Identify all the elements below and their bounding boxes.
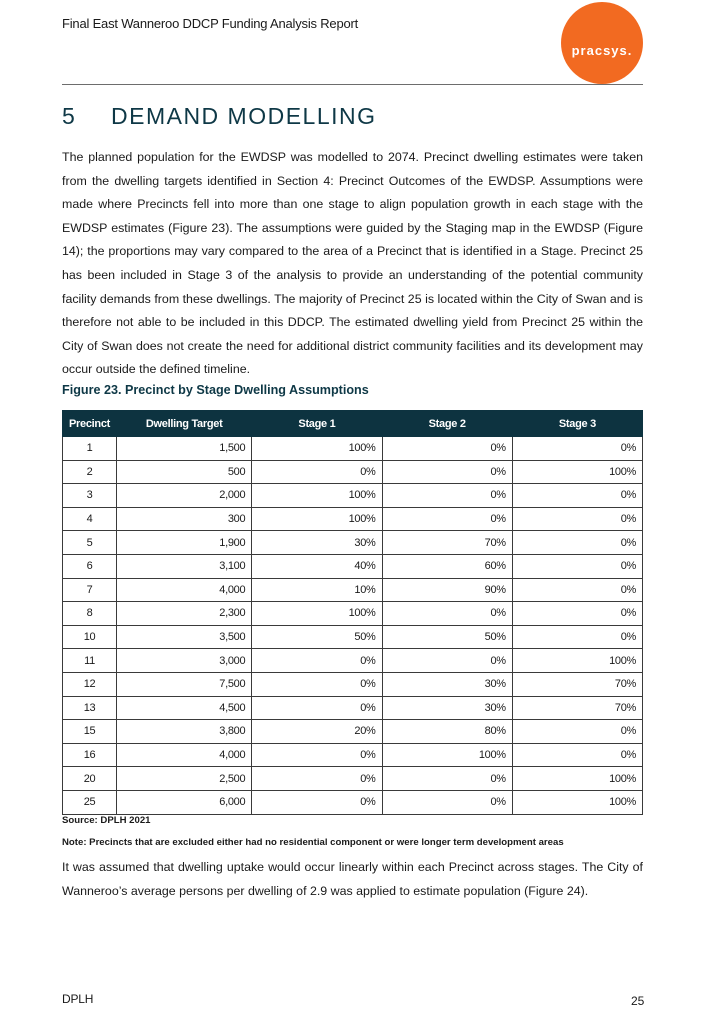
table-cell: 7,500 bbox=[117, 672, 252, 696]
figure-caption: Figure 23. Precinct by Stage Dwelling Assumptions bbox=[62, 383, 369, 397]
table-note: Note: Precincts that are excluded either had no residential component or were longer term development areas bbox=[62, 837, 564, 848]
table-cell: 10% bbox=[252, 578, 382, 602]
table-cell: 0% bbox=[512, 602, 642, 626]
table-cell: 7 bbox=[63, 578, 117, 602]
table-cell: 4,500 bbox=[117, 696, 252, 720]
table-cell: 0% bbox=[512, 484, 642, 508]
page-number: 25 bbox=[631, 994, 645, 1008]
table-cell: 2,300 bbox=[117, 602, 252, 626]
table-row bbox=[63, 554, 643, 578]
table-cell: 70% bbox=[512, 672, 642, 696]
table-cell: 20% bbox=[252, 720, 382, 744]
table-cell: 6 bbox=[63, 554, 117, 578]
table-cell: 0% bbox=[512, 554, 642, 578]
table-cell: 8 bbox=[63, 602, 117, 626]
table-cell: 4,000 bbox=[117, 743, 252, 767]
table-cell: 15 bbox=[63, 720, 117, 744]
table-cell: 0% bbox=[252, 790, 382, 814]
table-cell: 30% bbox=[252, 531, 382, 555]
table-cell: 4 bbox=[63, 507, 117, 531]
table-cell: 6,000 bbox=[117, 790, 252, 814]
table-cell: 1,500 bbox=[117, 437, 252, 461]
table-row bbox=[63, 790, 643, 814]
table-cell: 3,100 bbox=[117, 554, 252, 578]
section-number: 5 bbox=[62, 103, 77, 129]
table-cell: 30% bbox=[382, 672, 512, 696]
table-row bbox=[63, 696, 643, 720]
table-cell: 3 bbox=[63, 484, 117, 508]
table-source: Source: DPLH 2021 bbox=[62, 815, 151, 826]
table-cell: 0% bbox=[382, 484, 512, 508]
table-cell: 50% bbox=[252, 625, 382, 649]
table-cell: 100% bbox=[512, 649, 642, 673]
table-cell: 100% bbox=[512, 767, 642, 791]
table-cell: 0% bbox=[382, 507, 512, 531]
table-cell: 1,900 bbox=[117, 531, 252, 555]
table-cell: 2,500 bbox=[117, 767, 252, 791]
column-header: Stage 2 bbox=[382, 411, 512, 437]
table-cell: 0% bbox=[512, 625, 642, 649]
table-cell: 60% bbox=[382, 554, 512, 578]
table-row bbox=[63, 625, 643, 649]
dwelling-assumptions-table bbox=[62, 410, 643, 815]
table-cell: 0% bbox=[252, 649, 382, 673]
table-cell: 70% bbox=[382, 531, 512, 555]
footer-label: DPLH bbox=[62, 992, 94, 1006]
table-cell: 100% bbox=[512, 790, 642, 814]
table-row bbox=[63, 602, 643, 626]
table-cell: 100% bbox=[252, 437, 382, 461]
table-cell: 50% bbox=[382, 625, 512, 649]
table-cell: 10 bbox=[63, 625, 117, 649]
logo-text: pracsys. bbox=[571, 42, 633, 58]
table-cell: 300 bbox=[117, 507, 252, 531]
table-cell: 0% bbox=[512, 578, 642, 602]
table-cell: 0% bbox=[382, 649, 512, 673]
table-cell: 20 bbox=[63, 767, 117, 791]
table-cell: 30% bbox=[382, 696, 512, 720]
table-cell: 4,000 bbox=[117, 578, 252, 602]
table-cell: 0% bbox=[512, 531, 642, 555]
document-title: Final East Wanneroo DDCP Funding Analysis Report bbox=[62, 16, 359, 31]
table-body bbox=[63, 437, 643, 815]
table-row bbox=[63, 578, 643, 602]
table-cell: 0% bbox=[252, 460, 382, 484]
table-cell: 0% bbox=[382, 437, 512, 461]
table-row bbox=[63, 767, 643, 791]
table-row bbox=[63, 507, 643, 531]
table-cell: 1 bbox=[63, 437, 117, 461]
table-header-row bbox=[63, 411, 643, 437]
table-cell: 500 bbox=[117, 460, 252, 484]
column-header: Precinct bbox=[63, 411, 117, 437]
table-row bbox=[63, 484, 643, 508]
table-cell: 80% bbox=[382, 720, 512, 744]
table-cell: 0% bbox=[252, 672, 382, 696]
header-divider bbox=[62, 84, 643, 85]
section-title: DEMAND MODELLING bbox=[111, 103, 377, 129]
table-cell: 0% bbox=[382, 790, 512, 814]
table-row bbox=[63, 460, 643, 484]
table-cell: 0% bbox=[382, 602, 512, 626]
table-cell: 3,000 bbox=[117, 649, 252, 673]
table-cell: 100% bbox=[252, 602, 382, 626]
table-cell: 0% bbox=[252, 743, 382, 767]
table-cell: 16 bbox=[63, 743, 117, 767]
table-row bbox=[63, 437, 643, 461]
table-cell: 0% bbox=[252, 696, 382, 720]
table-cell: 0% bbox=[382, 767, 512, 791]
table-row bbox=[63, 743, 643, 767]
table-cell: 0% bbox=[512, 437, 642, 461]
table-row bbox=[63, 720, 643, 744]
body-paragraph-2: It was assumed that dwelling uptake would occur linearly within each Precinct across stages. The City of Wanneroo’s average persons per dwelling of 2.9 was applied to estimate population (Figure 24). bbox=[62, 860, 643, 898]
table-cell: 11 bbox=[63, 649, 117, 673]
pracsys-logo bbox=[561, 2, 643, 84]
table-cell: 0% bbox=[382, 460, 512, 484]
column-header: Stage 3 bbox=[512, 411, 642, 437]
table-cell: 40% bbox=[252, 554, 382, 578]
table-cell: 25 bbox=[63, 790, 117, 814]
table-cell: 100% bbox=[382, 743, 512, 767]
table-cell: 2 bbox=[63, 460, 117, 484]
table-row bbox=[63, 649, 643, 673]
column-header: Dwelling Target bbox=[117, 411, 252, 437]
body-paragraph-1: The planned population for the EWDSP was modelled to 2074. Precinct dwelling estimates were taken from the dwelling targets identified in Section 4: Precinct Outcomes of the EWDSP. Assumptions were made where Precincts fell into more than one stage to align population growth in each stage with the EWDSP estimates (Figure 23). The assumptions were guided by the Staging map in the EWDSP (Figure 14); the proportions may vary compared to the area of a Precinct that is identified in a Stage. Precinct 25 has been included in Stage 3 of the analysis to provide an understanding of the potential community facility demands from these dwellings. The majority of Precinct 25 is located within the City of Swan and is therefore not able to be included in this DDCP. The estimated dwelling yield from Precinct 25 within the City of Swan does not create the need for additional district community facilities and its development may occur outside the defined timeline. bbox=[62, 150, 643, 377]
column-header: Stage 1 bbox=[252, 411, 382, 437]
table-cell: 100% bbox=[252, 484, 382, 508]
table-cell: 0% bbox=[512, 743, 642, 767]
table-cell: 0% bbox=[252, 767, 382, 791]
table-cell: 2,000 bbox=[117, 484, 252, 508]
table-cell: 0% bbox=[512, 720, 642, 744]
table-cell: 5 bbox=[63, 531, 117, 555]
table-cell: 90% bbox=[382, 578, 512, 602]
table-cell: 3,800 bbox=[117, 720, 252, 744]
table-cell: 12 bbox=[63, 672, 117, 696]
table-cell: 100% bbox=[252, 507, 382, 531]
section-heading bbox=[62, 103, 377, 130]
table-cell: 13 bbox=[63, 696, 117, 720]
table-cell: 3,500 bbox=[117, 625, 252, 649]
table-cell: 70% bbox=[512, 696, 642, 720]
table-row bbox=[63, 672, 643, 696]
table-cell: 0% bbox=[512, 507, 642, 531]
table-row bbox=[63, 531, 643, 555]
table-cell: 100% bbox=[512, 460, 642, 484]
